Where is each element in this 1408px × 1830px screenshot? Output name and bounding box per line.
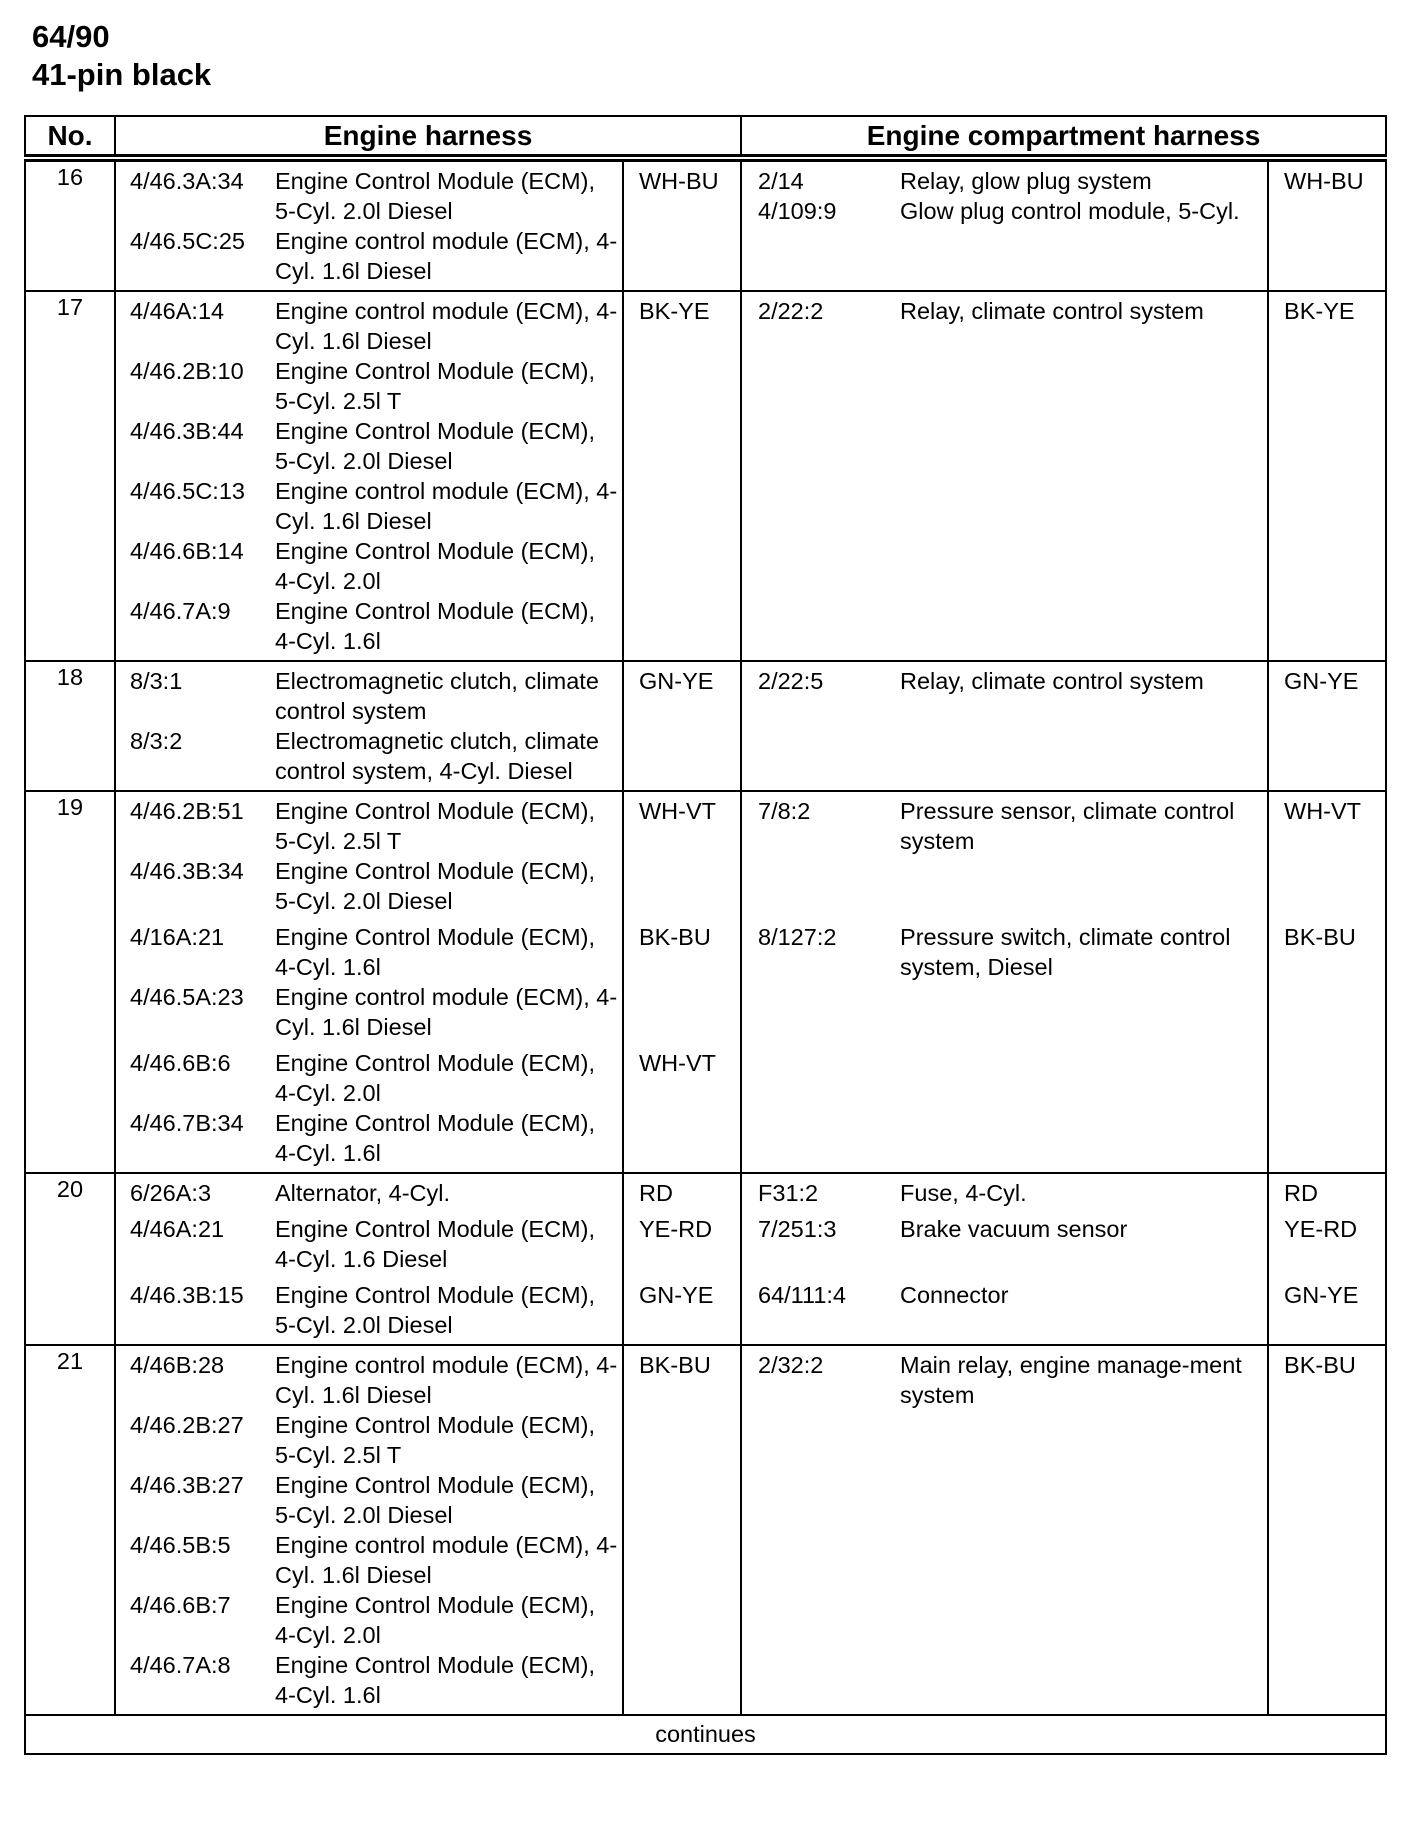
col-header-engine-compartment-harness: Engine compartment harness [741,116,1386,158]
component-code: 4/46B:28 [130,1352,225,1378]
group-box [742,666,1267,786]
cell-content [116,296,622,656]
component-code: 4/46.5C:13 [130,478,245,504]
group-box [742,1178,1267,1208]
pin-number: 16 [25,158,115,291]
engine-compartment-harness-cell [741,1173,1268,1345]
component-code: 4/46.5B:5 [130,1532,231,1558]
connector-number: 64/90 [32,19,110,54]
component-description: Pressure switch, climate control system, Diesel [900,924,1231,980]
component-code: 4/46.3B:15 [130,1282,244,1308]
component-code: 4/46.6B:7 [130,1592,231,1618]
component-code: 6/26A:3 [130,1180,212,1206]
col-header-no: No. [25,116,115,158]
engine-harness-cell [115,158,623,291]
cell-content [742,1350,1267,1710]
wire-color: WH-BU [1284,168,1364,194]
wire-color: GN-YE [1284,668,1359,694]
engine-compartment-list [742,166,1267,226]
component-description: Engine Control Module (ECM), 4-Cyl. 1.6l [275,598,595,654]
component-code: 4/46.7A:8 [130,1652,231,1678]
component-description: Engine control module (ECM), 4-Cyl. 1.6l Diesel [275,984,618,1040]
list-item [116,1470,622,1530]
engine-compartment-harness-cell [741,791,1268,1173]
cell-content [116,666,622,786]
list-item [116,1280,622,1340]
group-wire-box [1269,296,1385,656]
wire-color-cell [623,158,741,291]
component-code: 4/46A:14 [130,298,225,324]
group-wire-box [1269,1350,1385,1710]
component-code: 4/46.2B:27 [130,1412,244,1438]
wire-color: WH-VT [1284,798,1362,824]
list-item [742,1178,1267,1208]
wire-color-cell [1268,1345,1386,1715]
component-code: 4/16A:21 [130,924,225,950]
component-code: 2/14 [758,168,804,194]
group-wire-box [1269,922,1385,1042]
component-description: Engine Control Module (ECM), 4-Cyl. 2.0l [275,1592,595,1648]
component-description: Engine Control Module (ECM), 5-Cyl. 2.0l Diesel [275,168,595,224]
group-wire-box [624,1350,740,1710]
component-description: Engine Control Module (ECM), 4-Cyl. 1.6l [275,1652,595,1708]
wire-color: GN-YE [1284,1282,1359,1308]
table-row [25,661,1386,791]
list-item [116,1108,622,1168]
component-description: Connector [900,1282,1009,1308]
engine-compartment-list [742,666,1267,696]
list-item [116,666,622,726]
component-code: 8/3:1 [130,668,183,694]
component-description: Main relay, engine manage-ment system [900,1352,1242,1408]
group-wire-box [1269,796,1385,916]
cell-content [116,1178,622,1340]
group-box [742,166,1267,286]
group-box [116,1178,622,1208]
wire-color: GN-YE [639,668,714,694]
engine-harness-list [116,1048,622,1168]
list-item [116,226,622,286]
list-item [742,196,1267,226]
group-box [116,922,622,1042]
group-box [742,1350,1267,1710]
component-description: Engine Control Module (ECM), 4-Cyl. 1.6l [275,924,595,980]
engine-compartment-list [742,296,1267,326]
engine-harness-list [116,922,622,1042]
group-wire-box [624,666,740,786]
wire-color-cell [623,791,741,1173]
component-code: 2/22:2 [758,298,824,324]
component-code: 2/22:5 [758,668,824,694]
list-item [742,1214,1267,1244]
list-item [742,1280,1267,1310]
component-description: Engine control module (ECM), 4-Cyl. 1.6l Diesel [275,298,618,354]
component-description: Alternator, 4-Cyl. [275,1180,451,1206]
component-code: 4/46.2B:51 [130,798,244,824]
table-row [25,158,1386,291]
list-item [116,1650,622,1710]
component-code: 4/46.6B:6 [130,1050,231,1076]
group-wire-box [624,296,740,656]
list-item [116,1530,622,1590]
pin-number: 19 [25,791,115,1173]
component-code: 4/46.6B:14 [130,538,244,564]
cell-content [116,796,622,1168]
wire-color-cell [623,661,741,791]
wire-color-cell [1268,791,1386,1173]
component-description: Glow plug control module, 5-Cyl. [900,198,1240,224]
list-item [116,796,622,856]
wire-color-cell [1268,661,1386,791]
engine-harness-cell [115,291,623,661]
group-box [116,666,622,786]
component-description: Brake vacuum sensor [900,1216,1128,1242]
wire-color-cell [623,1173,741,1345]
component-code: 4/46.5C:25 [130,228,245,254]
cell-content [116,166,622,286]
group-box [742,1048,1267,1168]
connector-description: 41-pin black [32,57,212,92]
engine-harness-cell [115,1345,623,1715]
engine-harness-list [116,166,622,286]
wire-color-cell [623,291,741,661]
group-wire-box [1269,166,1385,286]
group-wire-box [1269,1178,1385,1208]
engine-compartment-list [742,796,1267,856]
component-description: Engine Control Module (ECM), 5-Cyl. 2.5l T [275,358,595,414]
pinout-table [24,115,1387,1755]
continues-note: continues [25,1715,1386,1754]
component-code: 4/46A:21 [130,1216,225,1242]
group-wire-box [624,1048,740,1168]
component-description: Engine Control Module (ECM), 5-Cyl. 2.5l T [275,798,595,854]
group-wire-box [624,1214,740,1274]
group-box [116,796,622,916]
group-box [116,296,622,656]
component-description: Fuse, 4-Cyl. [900,1180,1027,1206]
list-item [116,1048,622,1108]
engine-harness-list [116,296,622,656]
wire-color: GN-YE [639,1282,714,1308]
list-item [742,666,1267,696]
component-description: Electromagnetic clutch, climate control system [275,668,599,724]
component-description: Engine control module (ECM), 4-Cyl. 1.6l Diesel [275,478,618,534]
group-box [742,922,1267,1042]
list-item [116,922,622,982]
component-description: Engine Control Module (ECM), 5-Cyl. 2.0l Diesel [275,1282,595,1338]
component-description: Engine Control Module (ECM), 5-Cyl. 2.0l Diesel [275,858,595,914]
engine-harness-list [116,796,622,916]
list-item [116,596,622,656]
group-box [742,1214,1267,1274]
list-item [742,296,1267,326]
cell-content [742,796,1267,1168]
component-code: 4/46.3B:27 [130,1472,244,1498]
group-wire-box [1269,666,1385,786]
cell-content [742,1178,1267,1340]
list-item [116,1410,622,1470]
group-box [116,166,622,286]
wire-color: BK-YE [1284,298,1355,324]
component-description: Relay, climate control system [900,298,1204,324]
wire-color: WH-VT [639,798,717,824]
cell-content [742,166,1267,286]
list-item [116,726,622,786]
component-description: Engine Control Module (ECM), 4-Cyl. 1.6l [275,1110,595,1166]
wire-color: RD [639,1180,673,1206]
group-wire-box [1269,1048,1385,1168]
component-description: Engine Control Module (ECM), 4-Cyl. 1.6 Diesel [275,1216,595,1272]
component-description: Pressure sensor, climate control system [900,798,1235,854]
engine-harness-cell [115,661,623,791]
list-item [116,1590,622,1650]
engine-compartment-harness-cell [741,661,1268,791]
engine-harness-list [116,1178,622,1208]
engine-harness-list [116,1350,622,1710]
component-description: Engine control module (ECM), 4-Cyl. 1.6l Diesel [275,228,618,284]
wire-color: YE-RD [639,1216,713,1242]
list-item [116,856,622,916]
engine-harness-cell [115,791,623,1173]
table-row [25,791,1386,1173]
component-description: Engine Control Module (ECM), 4-Cyl. 2.0l [275,1050,595,1106]
cell-content [742,296,1267,656]
component-code: 7/8:2 [758,798,811,824]
wire-color-cell [623,1345,741,1715]
engine-harness-cell [115,1173,623,1345]
component-description: Engine Control Module (ECM), 5-Cyl. 2.5l T [275,1412,595,1468]
list-item [742,796,1267,856]
engine-compartment-list [742,1214,1267,1244]
component-description: Engine Control Module (ECM), 5-Cyl. 2.0l Diesel [275,418,595,474]
wire-color: BK-BU [1284,924,1356,950]
group-box [116,1214,622,1274]
list-item [742,166,1267,196]
pin-number: 17 [25,291,115,661]
component-code: 4/46.5A:23 [130,984,244,1010]
component-description: Engine Control Module (ECM), 5-Cyl. 2.0l Diesel [275,1472,595,1528]
wire-color-cell [1268,291,1386,661]
wire-color: RD [1284,1180,1318,1206]
engine-compartment-list [742,922,1267,982]
list-item [116,1178,622,1208]
engine-compartment-harness-cell [741,1345,1268,1715]
table-row [25,1173,1386,1345]
component-code: 4/109:9 [758,198,837,224]
group-box [742,796,1267,916]
group-box [742,1280,1267,1340]
table-row [25,291,1386,661]
list-item [742,1350,1267,1410]
engine-harness-list [116,666,622,786]
engine-compartment-list [742,1178,1267,1208]
pin-number: 21 [25,1345,115,1715]
wire-color: BK-YE [639,298,710,324]
wire-color-cell [1268,158,1386,291]
cell-content [116,1350,622,1710]
component-code: 8/3:2 [130,728,183,754]
component-code: 8/127:2 [758,924,837,950]
col-header-engine-harness: Engine harness [115,116,741,158]
list-item [116,166,622,226]
group-wire-box [624,1178,740,1208]
pin-number: 18 [25,661,115,791]
engine-compartment-harness-cell [741,158,1268,291]
wire-color: BK-BU [1284,1352,1356,1378]
component-code: 4/46.3B:44 [130,418,244,444]
list-item [116,476,622,536]
group-wire-box [1269,1280,1385,1340]
list-item [116,536,622,596]
group-box [116,1280,622,1340]
component-code: 4/46.7B:34 [130,1110,244,1136]
wire-color: WH-BU [639,168,719,194]
pin-number: 20 [25,1173,115,1345]
group-wire-box [1269,1214,1385,1274]
list-item [116,356,622,416]
table-row [25,1345,1386,1715]
list-item [116,982,622,1042]
component-description: Engine control module (ECM), 4-Cyl. 1.6l Diesel [275,1532,618,1588]
wire-color-cell [1268,1173,1386,1345]
group-wire-box [624,1280,740,1340]
group-box [742,296,1267,656]
cell-content [742,666,1267,786]
list-item [116,296,622,356]
component-code: 4/46.3A:34 [130,168,244,194]
component-code: 64/111:4 [758,1282,847,1308]
component-description: Relay, climate control system [900,668,1204,694]
list-item [116,1350,622,1410]
component-code: F31:2 [758,1180,819,1206]
group-wire-box [624,166,740,286]
component-code: 4/46.7A:9 [130,598,231,624]
engine-harness-list [116,1214,622,1274]
component-description: Engine control module (ECM), 4-Cyl. 1.6l Diesel [275,1352,618,1408]
list-item [742,922,1267,982]
component-description: Electromagnetic clutch, climate control system, 4-Cyl. Diesel [275,728,599,784]
component-code: 7/251:3 [758,1216,837,1242]
group-wire-box [624,796,740,916]
list-item [116,1214,622,1274]
engine-compartment-harness-cell [741,291,1268,661]
component-code: 2/32:2 [758,1352,824,1378]
component-description: Engine Control Module (ECM), 4-Cyl. 2.0l [275,538,595,594]
component-code: 4/46.2B:10 [130,358,244,384]
engine-harness-list [116,1280,622,1340]
table-footer-row [25,1715,1386,1754]
wire-color: WH-VT [639,1050,717,1076]
wire-color: BK-BU [639,924,711,950]
list-item [116,416,622,476]
table-body [25,158,1386,1715]
table-header-row [25,116,1386,158]
wire-color: BK-BU [639,1352,711,1378]
wire-color: YE-RD [1284,1216,1358,1242]
engine-compartment-list [742,1350,1267,1410]
group-box [116,1048,622,1168]
engine-compartment-list [742,1280,1267,1310]
component-code: 4/46.3B:34 [130,858,244,884]
group-box [116,1350,622,1710]
group-wire-box [624,922,740,1042]
component-description: Relay, glow plug system [900,168,1152,194]
